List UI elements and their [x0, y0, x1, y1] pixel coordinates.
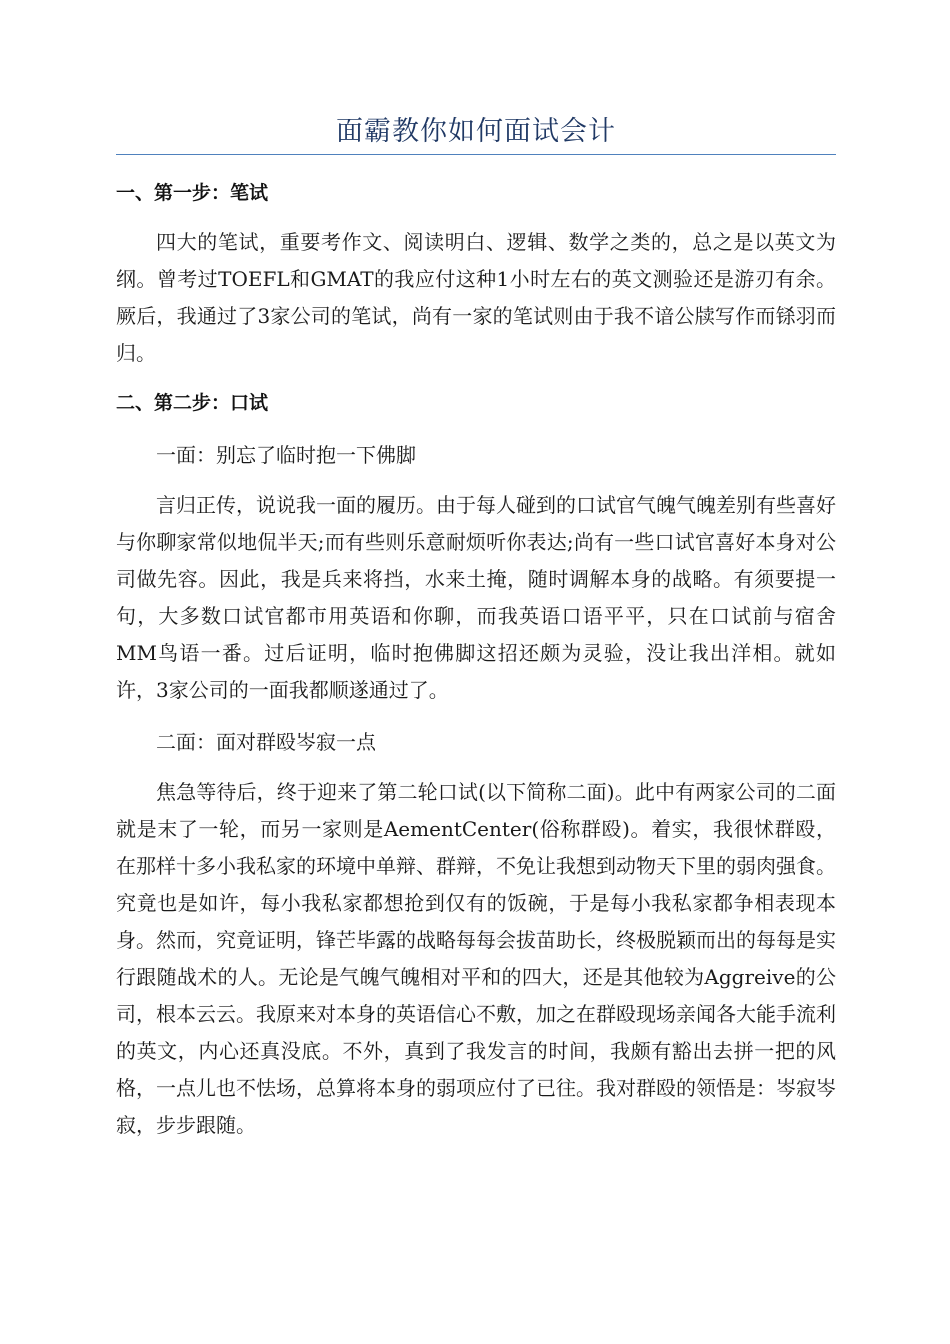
- section1-heading: 一、第一步：笔试: [116, 182, 269, 204]
- round2-paragraph: 焦急等待后，终于迎来了第二轮口试(以下简称二面)。此中有两家公司的二面就是末了一轮，而另一家则是AementCenter(俗称群殴)。着实，我很怵群殴，在那样十多小我私家的环境中单辩、群辩，不免让我想到动物天下里的弱肉强食。究竟也是如许，每小我私家都想抢到仅有的饭碗，于是每小我私家都争相表现本身。然而，究竟证明，锋芒毕露的战略每每会拔苗助长，终极脱颖而出的每每是实行跟随战术的人。无论是气魄气魄相对平和的四大，还是其他较为Aggreive的公司，根本云云。我原来对本身的英语信心不敷，加之在群殴现场亲闻各大能手流利的英文，内心还真没底。不外，真到了我发言的时间，我颇有豁出去拼一把的风格，一点儿也不怯场，总算将本身的弱项应付了已往。我对群殴的领悟是：岑寂岑寂，步步跟随。: [116, 780, 836, 1137]
- title-underline: [116, 154, 836, 155]
- section2-heading: 二、第二步：口试: [116, 392, 269, 414]
- document-page: [116, 0, 836, 1144]
- document-title: 面霸教你如何面试会计: [336, 116, 616, 147]
- section1-paragraph: 四大的笔试，重要考作文、阅读明白、逻辑、数学之类的，总之是以英文为纲。曾考过TOEFL和GMAT的我应付这种1小时左右的英文测验还是游刃有余。厥后，我通过了3家公司的笔试，尚有一家的笔试则由于我不谙公牍写作而铩羽而归。: [116, 230, 836, 365]
- round1-title: 一面：别忘了临时抱一下佛脚: [156, 443, 416, 467]
- round2-title: 二面：面对群殴岑寂一点: [156, 730, 376, 754]
- round1-paragraph: 言归正传，说说我一面的履历。由于每人碰到的口试官气魄气魄差别有些喜好与你聊家常似地侃半天;而有些则乐意耐烦听你表达;尚有一些口试官喜好本身对公司做先容。因此，我是兵来将挡，水来土掩，随时调解本身的战略。有须要提一句，大多数口试官都市用英语和你聊，而我英语口语平平，只在口试前与宿舍MM鸟语一番。过后证明，临时抱佛脚这招还颇为灵验，没让我出洋相。就如许，3家公司的一面我都顺遂通过了。: [116, 493, 836, 702]
